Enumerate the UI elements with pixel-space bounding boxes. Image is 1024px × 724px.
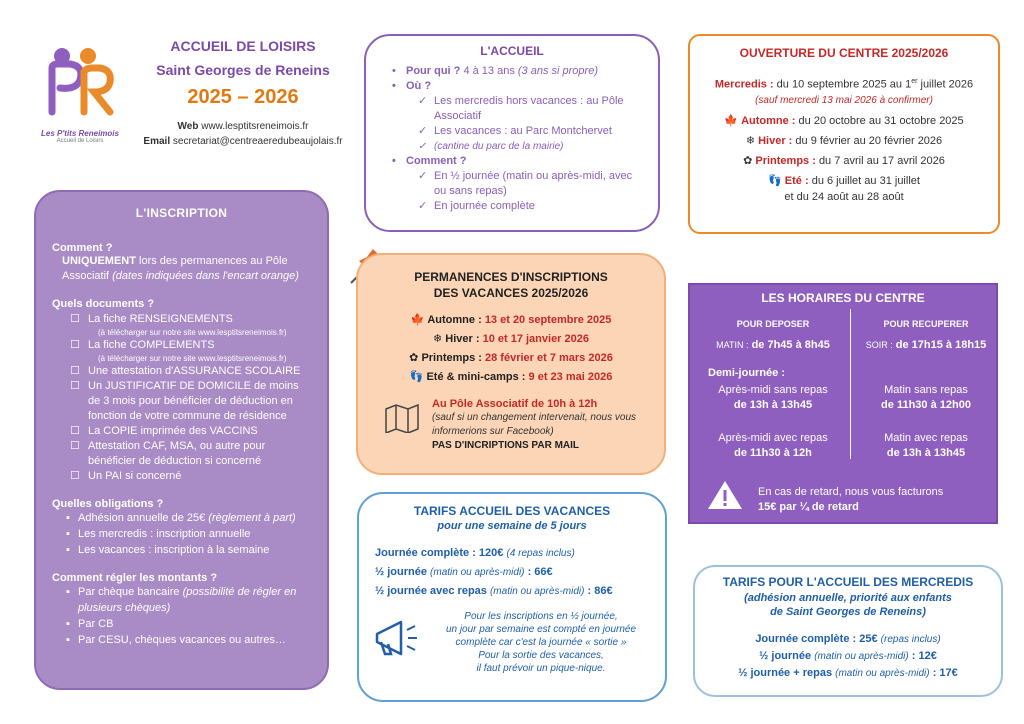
ou-item: • Où ? xyxy=(382,79,642,94)
ouverture-automne: 🍁 Automne : du 20 octobre au 31 octobre 2025 xyxy=(724,114,964,127)
inscription-q-comment: Comment ? xyxy=(52,242,113,254)
horaires-panel xyxy=(688,283,998,524)
document-item: ☐ Un JUSTIFICATIF DE DOMICILE de moins de 3 mois pour bénéficier de déduction en fonction de votre commune de résidence xyxy=(70,379,311,424)
ouverture-mercredis: Mercredis : du 10 septembre 2025 au 1er juillet 2026 xyxy=(714,78,974,91)
document-item: ☐ La fiche RENSEIGNEMENTS (à télécharger sur notre site www.lesptitsreneimois.fr) xyxy=(70,312,311,338)
perm-lieu-note: (sauf si un changement intervenait, nous vous informerions sur Facebook) xyxy=(432,412,637,437)
inscription-title: L'INSCRIPTION xyxy=(135,206,228,220)
tarifs-mercredis-sub: (adhésion annuelle, priorité aux enfants de Saint Georges de Reneins) xyxy=(744,592,952,618)
inscription-panel xyxy=(34,190,329,690)
uniquement-text: UNIQUEMENT xyxy=(62,255,136,267)
recuperer-col: POUR RECUPERER SOIR : de 17h15 à 18h15 xyxy=(865,319,987,351)
am-avec-repas: Après-midi avec repas de 11h30 à 12h xyxy=(718,432,828,459)
ouverture-panel xyxy=(688,34,1000,234)
flower-icon: ✿ xyxy=(409,352,419,364)
header-subtitle: Saint Georges de Reneins xyxy=(156,62,330,78)
obligation-item: ▪ Adhésion annuelle de 25€ (règlement à part) xyxy=(52,510,311,526)
perm-hiver: ❄ Hiver : 10 et 17 janvier 2026 xyxy=(432,333,589,345)
horaires-title: LES HORAIRES DU CENTRE xyxy=(761,291,925,305)
document-item: ☐ La COPIE imprimée des VACCINS xyxy=(70,424,311,439)
document-item: ☐ Une attestation d'ASSURANCE SCOLAIRE xyxy=(70,364,311,379)
tarif-journee: Journée complète : 120€ (4 repas inclus) xyxy=(375,547,575,559)
logo xyxy=(40,42,120,152)
document-item: ☐ Attestation CAF, MSA, ou autre pour bénéficier de déduction si concerné xyxy=(70,439,311,469)
payment-item: ▪ Par CESU, chèques vacances ou autres… xyxy=(52,632,311,648)
permanence-text: lors des permanences au Pôle Associatif xyxy=(62,255,288,282)
inscription-q-payment: Comment régler les montants ? xyxy=(52,572,218,584)
tarifs-vacances-note: Pour les inscriptions en ½ journée, un jour par semaine est compté en journée complète car c'est la journée « sortie » Pour la sortie des vacances, il faut prévoir un pique-nique. xyxy=(445,611,637,674)
map-icon xyxy=(384,401,420,433)
ouverture-printemps: ✿ Printemps : du 7 avril au 17 avril 2026 xyxy=(743,154,945,167)
ou-mercredis: ✓ Les mercredis hors vacances : au Pôle Associatif xyxy=(382,94,642,124)
ouverture-ete-2: et du 24 août au 28 août xyxy=(784,190,904,203)
ouverture-mercredis-note: (sauf mercredi 13 mai 2026 à confirmer) xyxy=(755,94,933,106)
tarif-merc-demi: ½ journée (matin ou après-midi) : 12€ xyxy=(759,650,937,662)
snowflake-icon: ❄ xyxy=(745,134,756,147)
tarif-demi-repas: ½ journée avec repas (matin ou après-midi) : 86€ xyxy=(375,585,613,597)
obligation-item: ▪ Les mercredis : inscription annuelle xyxy=(52,526,311,542)
ouverture-title: OUVERTURE DU CENTRE 2025/2026 xyxy=(739,46,949,60)
column-divider xyxy=(850,309,851,459)
demi-journee-label: Demi-journée : xyxy=(708,367,786,379)
logo-text: Les P'tits Reneimois xyxy=(41,129,119,138)
tarif-merc-demi-repas: ½ journée + repas (matin ou après-midi) : 17€ xyxy=(738,667,958,679)
payment-item: ▪ Par CB xyxy=(52,616,311,632)
pour-qui-item: • Pour qui ? 4 à 13 ans (3 ans si propre) xyxy=(382,64,642,79)
matin-avec-repas: Matin avec repas de 13h à 13h45 xyxy=(884,432,968,459)
perm-ete: 👣 Eté & mini-camps : 9 et 23 mai 2026 xyxy=(409,371,613,383)
accueil-title: L'ACCUEIL xyxy=(480,44,544,58)
header-years: 2025 – 2026 xyxy=(187,86,299,108)
inscription-q-obligations: Quelles obligations ? xyxy=(52,498,164,510)
ouverture-hiver: ❄ Hiver : du 9 février au 20 février 2026 xyxy=(745,134,943,147)
payment-item: ▪ Par chèque bancaire (possibilité de régler en plusieurs chèques) xyxy=(52,584,311,616)
document-note: (à télécharger sur notre site www.lesptitsreneimois.fr) xyxy=(98,328,287,337)
tarif-merc-journee: Journée complète : 25€ (repas inclus) xyxy=(755,633,941,645)
tarifs-mercredis-panel xyxy=(693,565,1003,697)
accueil-panel xyxy=(364,34,660,232)
document-note: (à télécharger sur notre site www.lesptitsreneimois.fr) xyxy=(98,354,287,363)
permanence-note: (dates indiquées dans l'encart orange) xyxy=(112,270,299,282)
tarifs-mercredis-title: TARIFS POUR L'ACCUEIL DES MERCREDIS xyxy=(722,575,974,589)
comment-item: • Comment ? xyxy=(382,154,642,169)
warning-icon xyxy=(706,479,744,511)
email-label: Email xyxy=(143,136,171,147)
megaphone-icon xyxy=(371,618,421,658)
obligation-item: ▪ Les vacances : inscription à la semaine xyxy=(52,542,311,558)
retard-text: En cas de retard, nous vous facturons 15€ par ¼ de retard xyxy=(758,486,944,513)
ouverture-ete: 👣 Eté : du 6 juillet au 31 juillet xyxy=(768,174,920,187)
comment-demi-journee: ✓ En ½ journée (matin ou après-midi, avec ou sans repas) xyxy=(382,169,642,199)
permanences-title: PERMANENCES D'INSCRIPTIONS DES VACANCES 2025/2026 xyxy=(414,270,608,300)
web-label: Web xyxy=(177,121,199,132)
email-link[interactable]: secretariat@centreaeredubeaujolais.fr xyxy=(172,136,343,147)
inscription-q-documents: Quels documents ? xyxy=(52,298,155,310)
tarif-demi: ½ journée (matin ou après-midi) : 66€ xyxy=(375,566,553,578)
am-sans-repas: Après-midi sans repas de 13h à 13h45 xyxy=(718,384,828,411)
matin-sans-repas: Matin sans repas de 11h30 à 12h00 xyxy=(881,384,971,411)
flip-flops-icon: 👣 xyxy=(409,371,424,383)
document-item: ☐ Un PAI si concerné xyxy=(70,469,311,484)
flower-icon: ✿ xyxy=(743,154,753,167)
deposer-col: POUR DEPOSER MATIN : de 7h45 à 8h45 xyxy=(716,319,830,351)
tarifs-vacances-panel xyxy=(357,492,667,702)
website-link[interactable]: www.lesptitsreneimois.fr xyxy=(201,121,309,132)
permanences-panel xyxy=(356,253,666,475)
ou-vacances-note: ✓ (cantine du parc de la mairie) xyxy=(382,139,642,154)
perm-no-mail: PAS D'INCRIPTIONS PAR MAIL xyxy=(432,440,580,451)
leaf-icon: 🍁 xyxy=(724,114,739,127)
header-title: ACCUEIL DE LOISIRS xyxy=(170,38,316,54)
snowflake-icon: ❄ xyxy=(432,333,443,345)
ou-vacances: ✓ Les vacances : au Parc Montchervet xyxy=(382,124,642,139)
perm-lieu: Au Pôle Associatif de 10h à 12h xyxy=(432,398,598,410)
flip-flops-icon: 👣 xyxy=(768,174,782,187)
logo-pr-icon xyxy=(40,42,120,122)
tarifs-vacances-title: TARIFS ACCUEIL DES VACANCES xyxy=(413,504,611,518)
document-item: ☐ La fiche COMPLEMENTS (à télécharger sur notre site www.lesptitsreneimois.fr) xyxy=(70,338,311,364)
header xyxy=(118,38,368,149)
comment-journee-complete: ✓ En journée complète xyxy=(382,199,642,214)
documents-list xyxy=(52,312,311,484)
perm-automne: 🍁 Automne : 13 et 20 septembre 2025 xyxy=(410,314,612,326)
perm-printemps: ✿ Printemps : 28 février et 7 mars 2026 xyxy=(409,352,613,364)
logo-subtext: Accueil de Loisirs xyxy=(56,138,104,144)
leaf-icon: 🍁 xyxy=(410,314,425,326)
tarifs-vacances-sub: pour une semaine de 5 jours xyxy=(437,520,587,532)
